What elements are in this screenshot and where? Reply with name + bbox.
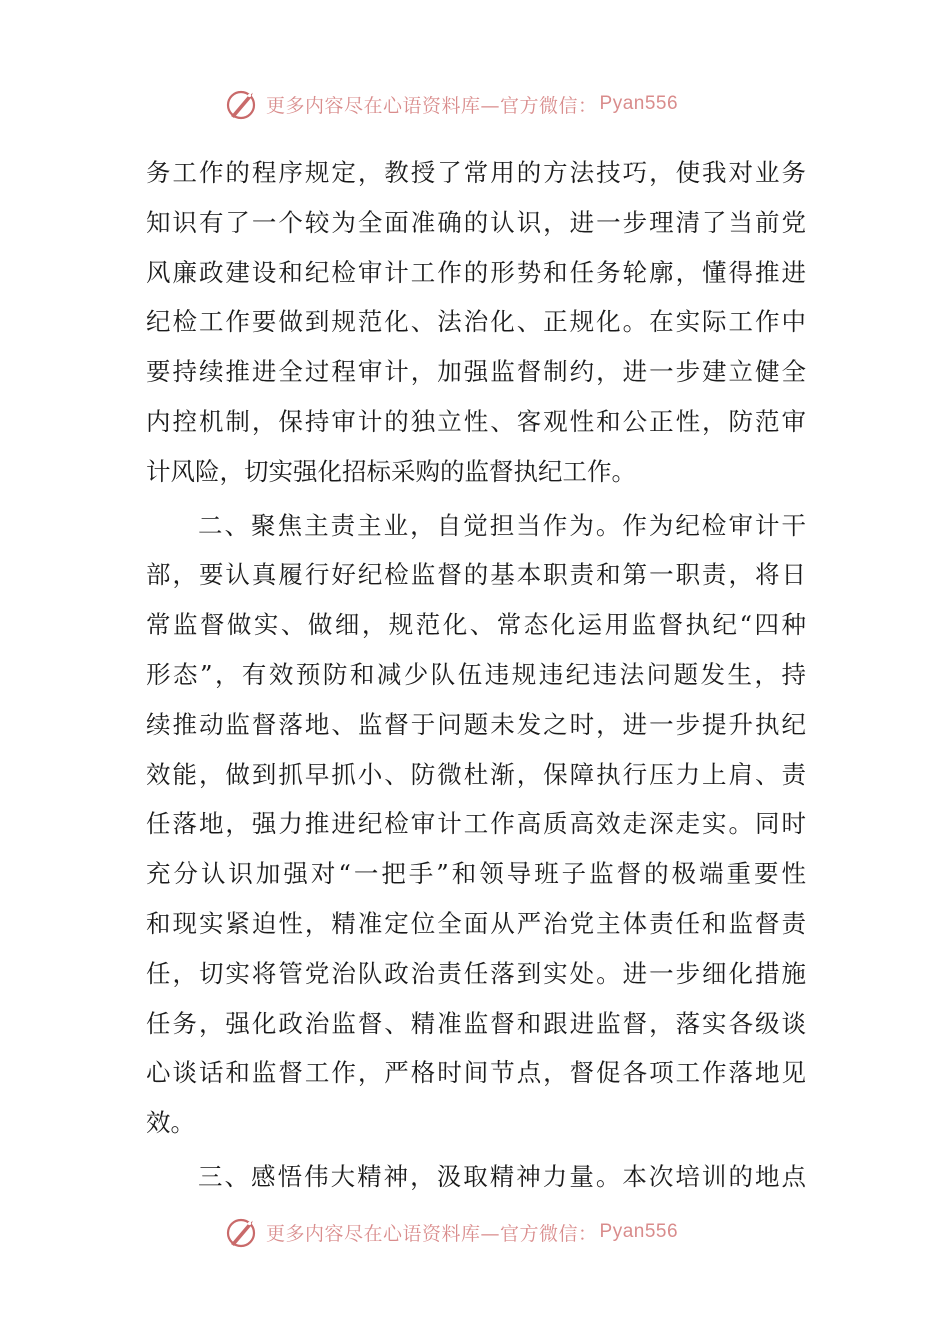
text-line: 任落地，强力推进纪检审计工作高质高效走深走实。同时 <box>146 809 806 839</box>
watermark-wechat-id: Pyan556 <box>599 93 679 114</box>
text-line: 纪检工作要做到规范化、法治化、正规化。在实际工作中 <box>146 307 806 337</box>
text-line: 三、感悟伟大精神，汲取精神力量。本次培训的地点 <box>198 1161 806 1191</box>
watermark-text: 更多内容尽在心语资料库—官方微信： <box>266 94 598 117</box>
text-line: 心谈话和监督工作，严格时间节点，督促各项工作落地见 <box>146 1058 806 1088</box>
text-line: 内控机制，保持审计的独立性、客观性和公正性，防范审 <box>146 406 806 436</box>
text-line: 二、聚焦主责主业，自觉担当作为。作为纪检审计干 <box>198 510 806 540</box>
text-line: 效能，做到抓早抓小、防微杜渐，保障执行压力上肩、责 <box>146 759 806 789</box>
text-line: 任，切实将管党治队政治责任落到实处。进一步细化措施 <box>146 958 806 988</box>
text-line: 计风险，切实强化招标采购的监督执纪工作。 <box>146 456 636 486</box>
text-line: 务工作的程序规定，教授了常用的方法技巧，使我对业务 <box>146 158 806 187</box>
paragraph <box>146 501 806 1148</box>
text-line: 续推动监督落地、监督于问题未发之时，进一步提升执纪 <box>146 709 806 739</box>
text-line: 任务，强化政治监督、精准监督和跟进监督，落实各级谈 <box>146 1008 806 1038</box>
paragraph <box>146 148 806 497</box>
pen-nib-circle-icon <box>224 1214 260 1250</box>
footer-watermark <box>224 1212 744 1252</box>
watermark-wechat-id: Pyan556 <box>599 1221 679 1242</box>
text-line: 和现实紧迫性，精准定位全面从严治党主体责任和监督责 <box>146 908 806 938</box>
header-watermark <box>224 84 744 124</box>
text-line: 风廉政建设和纪检审计工作的形势和任务轮廓，懂得推进 <box>146 257 806 287</box>
document-body <box>146 148 806 1202</box>
text-line: 知识有了一个较为全面准确的认识，进一步理清了当前党 <box>146 207 806 237</box>
text-line: 常监督做实、做细，规范化、常态化运用监督执纪“四种 <box>146 610 806 640</box>
text-line: 要持续推进全过程审计，加强监督制约，进一步建立健全 <box>146 357 806 387</box>
text-line: 部，要认真履行好纪检监督的基本职责和第一职责，将日 <box>146 560 806 590</box>
paragraph <box>146 1152 806 1202</box>
text-line: 形态”，有效预防和减少队伍违规违纪违法问题发生，持 <box>146 659 806 689</box>
watermark-text: 更多内容尽在心语资料库—官方微信： <box>266 1222 598 1245</box>
pen-nib-circle-icon <box>224 86 260 122</box>
text-line: 充分认识加强对“一把手”和领导班子监督的极端重要性 <box>146 859 806 889</box>
text-line: 效。 <box>146 1108 195 1138</box>
